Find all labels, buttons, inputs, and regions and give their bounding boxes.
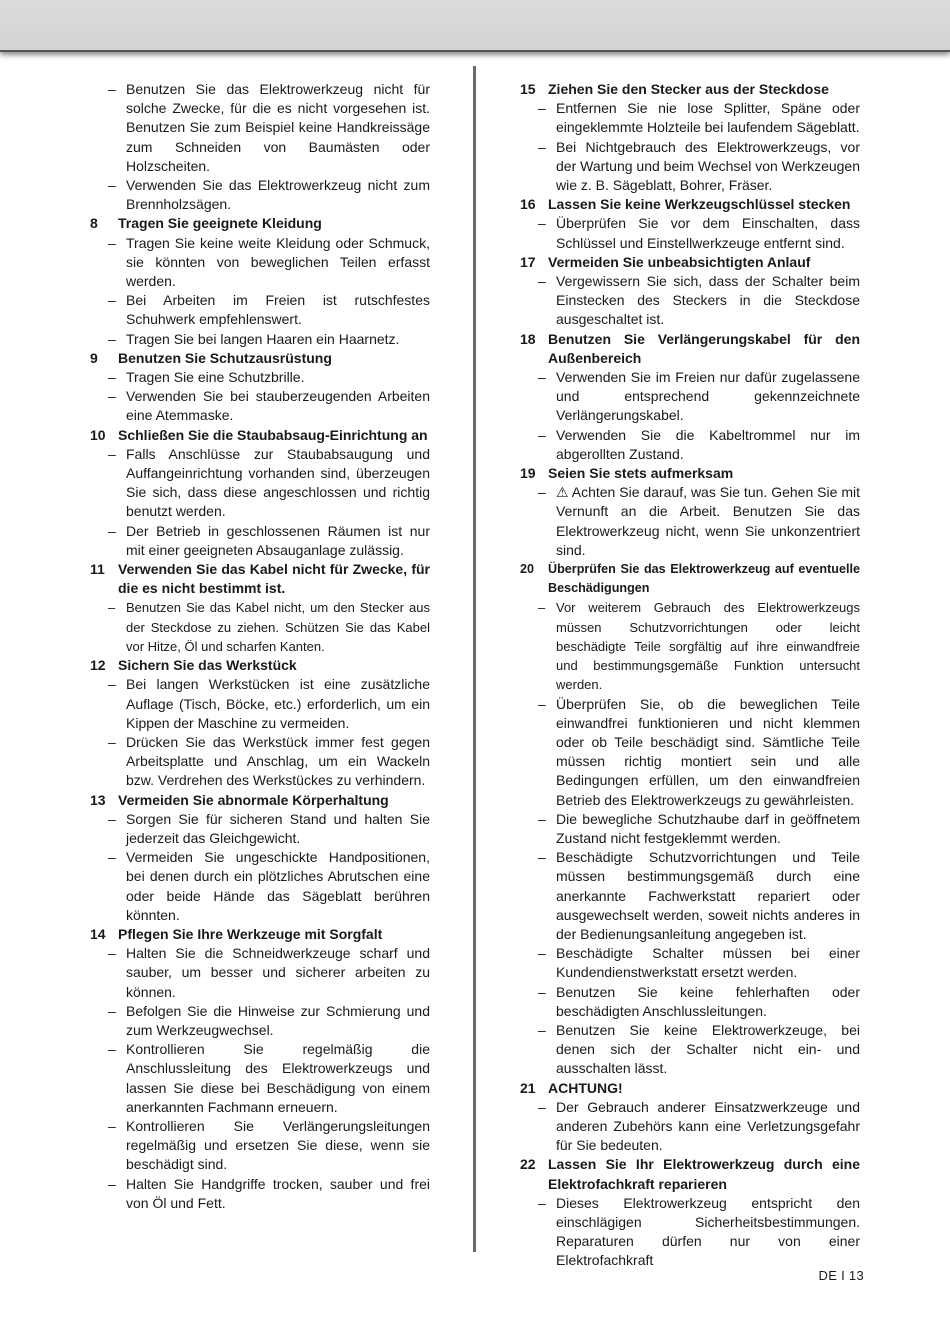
list-item: – Drücken Sie das Werkstück immer fest gegen Arbeitsplatte und Anschlag, um ein Wackeln bzw. Verdrehen des Werkstückes zu verhindern.	[108, 733, 430, 789]
dash-marker: –	[108, 177, 116, 194]
list-item: – Vergewissern Sie sich, dass der Schalter beim Einstecken des Steckers in die Steckdose ausgeschaltet ist.	[538, 273, 860, 328]
section-heading: 19 Seien Sie stets aufmerksam	[520, 465, 734, 482]
section-15	[520, 80, 860, 195]
list-item: – Benutzen Sie das Kabel nicht, um den Stecker aus der Steckdose zu ziehen. Schützen Sie das Kabel vor Hitze, Öl und scharfen Kanten.	[108, 600, 430, 654]
list-item: – Die bewegliche Schutzhaube darf in geöffnetem Zustand nicht festgeklemmt werden.	[538, 810, 860, 846]
list-item: – Tragen Sie eine Schutzbrille.	[108, 369, 305, 386]
list-item: – Verwenden Sie bei stauberzeugenden Arbeiten eine Atemmaske.	[108, 388, 430, 424]
section-20	[520, 560, 860, 1078]
list-item: – Vor weiterem Gebrauch des Elektrowerkzeugs müssen Schutzvorrichtungen oder leicht beschädigte Teile sorgfältig auf ihre einwandfreie und bestimmungsgemäße Funktion untersucht werden.	[538, 600, 860, 693]
list-item: – Dieses Elektrowerkzeug entspricht den einschlägigen Sicherheitsbestimmungen. Reparaturen dürfen nur von einer Elektrofachkraft	[538, 1194, 860, 1269]
section-17	[520, 253, 860, 330]
warning-icon-text: ⚠ Achten Sie darauf, was Sie tun. Gehen Sie mit Vernunft an die Arbeit. Benutzen Sie das Elektrowerkzeug nicht, wenn Sie unkonzentriert sind.	[556, 484, 860, 558]
section-8	[90, 214, 430, 348]
section-10	[90, 426, 430, 560]
section-9	[90, 349, 430, 426]
section-11	[90, 560, 430, 656]
list-item: – ⚠ Achten Sie darauf, was Sie tun. Gehen Sie mit Vernunft an die Arbeit. Benutzen Sie das Elektrowerkzeug nicht, wenn Sie unkonzentriert sind.	[538, 484, 860, 558]
list-item: – Bei langen Werkstücken ist eine zusätzliche Auflage (Tisch, Böcke, etc.) erforderlich, um ein Kippen der Maschine zu vermeiden.	[108, 676, 430, 731]
list-item: – Der Betrieb in geschlossenen Räumen ist nur mit einer geeigneten Absauganlage zulässig.	[108, 522, 430, 558]
list-item: – Bei Nichtgebrauch des Elektrowerkzeugs, vor der Wartung und beim Wechsel von Werkzeugen wie z. B. Sägeblatt, Bohrer, Fräser.	[538, 138, 861, 194]
list-item: – Überprüfen Sie vor dem Einschalten, dass Schlüssel und Einstellwerkzeuge entfernt sind.	[538, 215, 860, 251]
left-intro	[90, 80, 430, 214]
section-heading: 18 Benutzen Sie Verlängerungskabel für den Außenbereich	[520, 330, 860, 366]
top-header-bar	[0, 0, 950, 52]
list-item: – Verwenden Sie die Kabeltrommel nur im abgerollten Zustand.	[538, 426, 860, 462]
section-heading: 11 Verwenden Sie das Kabel nicht für Zwecke, für die es nicht bestimmt ist.	[90, 561, 430, 597]
section-12	[90, 656, 430, 790]
dash-marker: –	[108, 81, 116, 97]
list-item: – Bei Arbeiten im Freien ist rutschfestes Schuhwerk empfehlenswert.	[108, 292, 430, 328]
section-heading: 21 ACHTUNG!	[520, 1079, 623, 1096]
section-heading: 9 Benutzen Sie Schutzausrüstung	[90, 349, 332, 366]
section-heading: 10 Schließen Sie die Staubabsaug-Einrichtung an	[90, 426, 428, 443]
list-item: – Entfernen Sie nie lose Splitter, Späne oder eingeklemmte Holzteile bei laufendem Sägeblatt.	[538, 100, 860, 136]
section-heading: 20 Überprüfen Sie das Elektrowerkzeug auf eventuelle Beschädigungen	[520, 562, 860, 596]
section-heading: 8 Tragen Sie geeignete Kleidung	[90, 215, 322, 232]
list-item: – Tragen Sie bei langen Haaren ein Haarnetz.	[108, 330, 400, 347]
list-item: – Kontrollieren Sie Verlängerungsleitungen regelmäßig und ersetzen Sie diese, wenn sie beschädigt sind.	[108, 1117, 430, 1173]
list-item: – Beschädigte Schalter müssen bei einer Kundendienstwerkstatt ersetzt werden.	[538, 945, 860, 981]
list-item: – Verwenden Sie im Freien nur dafür zugelassene und entsprechend gekennzeichnete Verlängerungskabel.	[538, 369, 860, 424]
list-item: – Vermeiden Sie ungeschickte Handpositionen, bei denen durch ein plötzliches Abrutschen eine oder beide Hände das Sägeblatt berühren könnten.	[108, 849, 430, 923]
page-number: DE I 13	[818, 1268, 864, 1283]
section-heading: 13 Vermeiden Sie abnormale Körperhaltung	[90, 791, 389, 808]
section-heading: 15 Ziehen Sie den Stecker aus der Steckdose	[520, 81, 829, 97]
section-21	[520, 1079, 860, 1156]
right-column	[520, 80, 860, 1271]
list-item: – Benutzen Sie keine fehlerhaften oder beschädigten Anschlussleitungen.	[538, 983, 860, 1019]
list-item: – Halten Sie die Schneidwerkzeuge scharf und sauber, um besser und sicherer arbeiten zu können.	[108, 945, 430, 1000]
left-column	[90, 80, 430, 1213]
list-item: – Benutzen Sie keine Elektrowerkzeuge, bei denen sich der Schalter nicht ein- und ausschalten lässt.	[538, 1021, 860, 1077]
list-item: – Sorgen Sie für sicheren Stand und halten Sie jederzeit das Gleichgewicht.	[108, 810, 430, 846]
section-19	[520, 464, 860, 560]
section-18	[520, 330, 860, 464]
section-heading: 14 Pflegen Sie Ihre Werkzeuge mit Sorgfalt	[90, 925, 383, 942]
list-item: – Kontrollieren Sie regelmäßig die Anschlussleitung des Elektrowerkzeugs und lassen Sie diese bei Beschädigung von einem anerkannten Fachmann erneuern.	[108, 1041, 430, 1115]
list-item: – Halten Sie Handgriffe trocken, sauber und frei von Öl und Fett.	[108, 1175, 430, 1211]
list-item: – Verwenden Sie das Elektrowerkzeug nicht zum Brennholzsägen.	[108, 177, 430, 213]
section-22	[520, 1155, 860, 1270]
section-14	[90, 925, 430, 1213]
section-heading: 17 Vermeiden Sie unbeabsichtigten Anlauf	[520, 253, 811, 270]
section-heading: 12 Sichern Sie das Werkstück	[90, 657, 297, 674]
section-heading: 16 Lassen Sie keine Werkzeugschlüssel stecken	[520, 196, 851, 213]
column-divider	[473, 66, 476, 1252]
section-16	[520, 195, 860, 253]
list-item: – Benutzen Sie das Elektrowerkzeug nicht für solche Zwecke, für die es nicht vorgesehen ist. Benutzen Sie zum Beispiel keine Handkreissäge zum Schneiden von Baumästen oder Holzscheiten.	[108, 81, 430, 174]
section-heading: 22 Lassen Sie Ihr Elektrowerkzeug durch eine Elektrofachkraft reparieren	[520, 1156, 860, 1192]
list-item: – Beschädigte Schutzvorrichtungen und Teile müssen bestimmungsgemäß durch eine anerkannte Fachwerkstatt repariert oder ausgewechselt werden, soweit nichts anderes in der Bedienungsanleitung angegeben ist.	[538, 849, 860, 942]
list-item: – Befolgen Sie die Hinweise zur Schmierung und zum Werkzeugwechsel.	[108, 1002, 430, 1038]
list-item: – Falls Anschlüsse zur Staubabsaugung und Auffangeinrichtung vorhanden sind, überzeugen Sie sich, dass diese angeschlossen und richtig benutzt werden.	[108, 445, 430, 520]
section-13	[90, 791, 430, 925]
list-item: – Tragen Sie keine weite Kleidung oder Schmuck, sie könnten von beweglichen Teilen erfasst werden.	[108, 234, 430, 290]
list-item: – Überprüfen Sie, ob die beweglichen Teile einwandfrei funktionieren und nicht klemmen oder ob Teile beschädigt sind. Sämtliche Teile müssen richtig montiert sein und alle Bedingungen erfüllen, um den einwandfreien Betrieb des Elektrowerkzeugs zu gewährleisten.	[538, 695, 860, 808]
list-item: – Der Gebrauch anderer Einsatzwerkzeuge und anderen Zubehörs kann eine Verletzungsgefahr für Sie bedeuten.	[538, 1098, 860, 1154]
